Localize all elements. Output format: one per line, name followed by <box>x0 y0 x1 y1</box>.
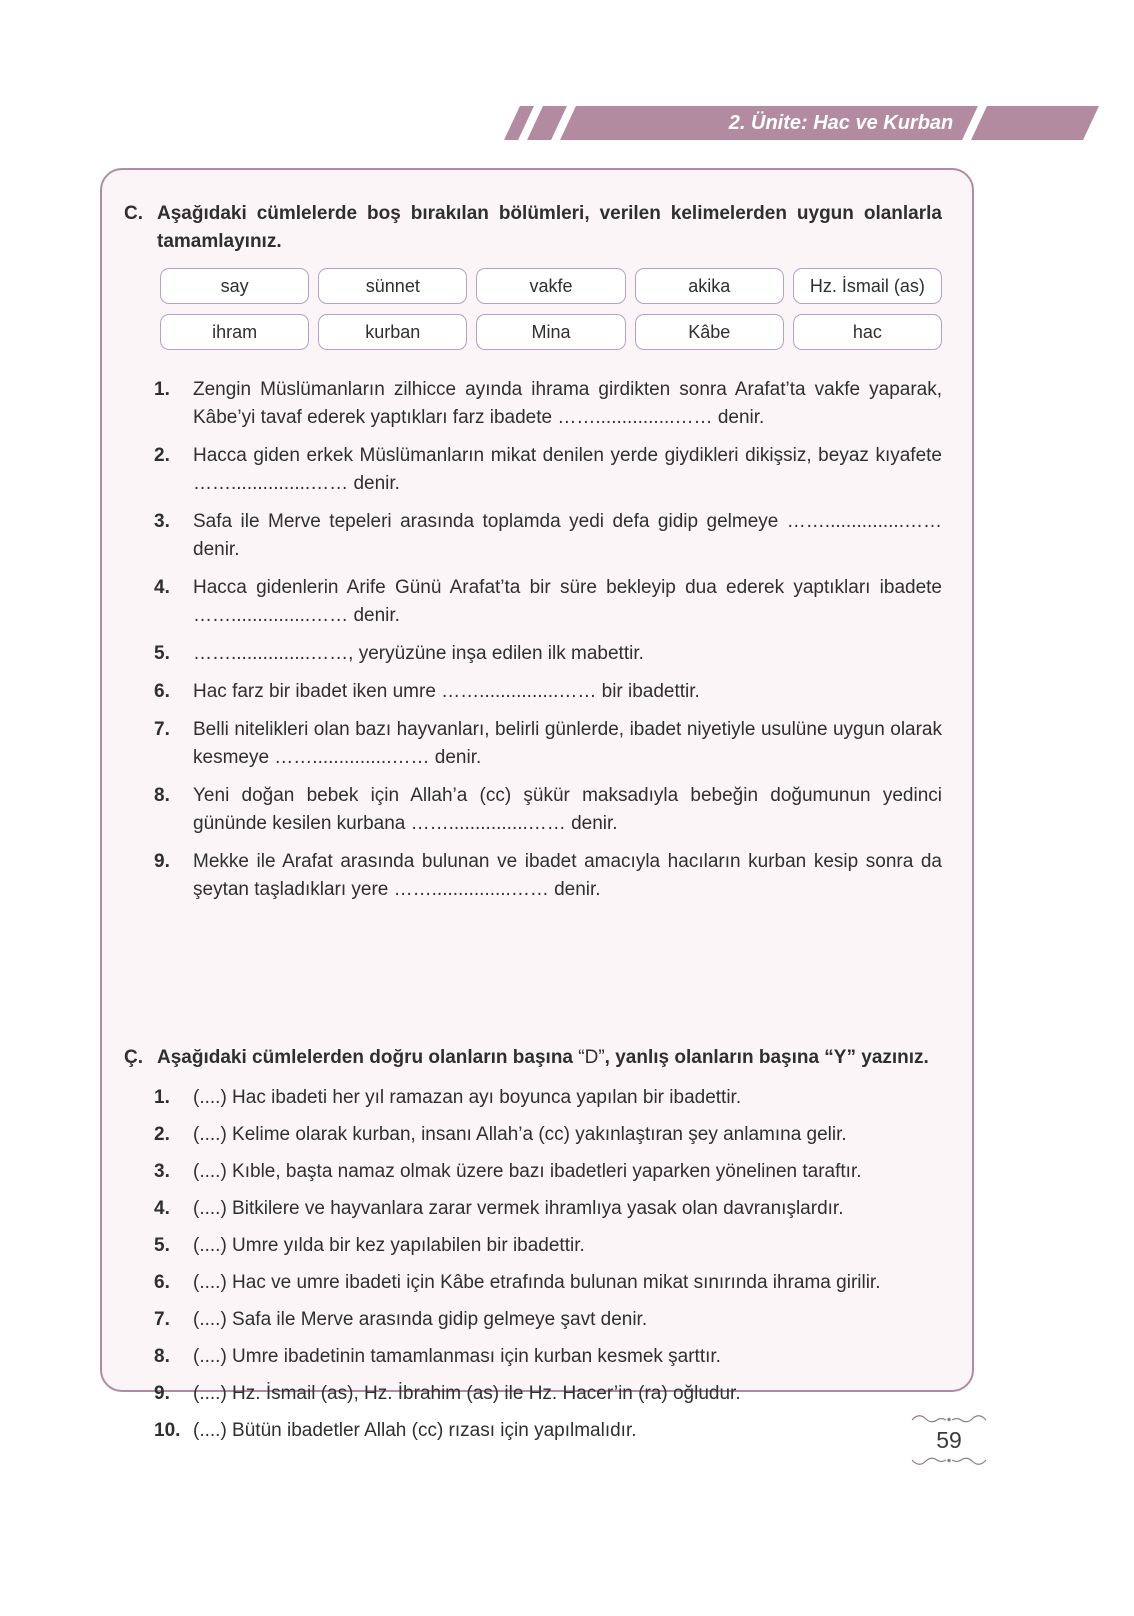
item-number: 8. <box>154 1346 170 1367</box>
item-text: (....) Hz. İsmail (as), Hz. İbrahim (as) ile Hz. Hacer’in (ra) oğludur. <box>193 1383 741 1404</box>
item-text: (....) Safa ile Merve arasında gidip gelmeye şavt denir. <box>193 1309 648 1330</box>
word-box: vakfe <box>476 268 625 304</box>
word-bank <box>160 268 942 350</box>
item-number: 8. <box>154 785 170 806</box>
item-number: 5. <box>154 643 170 664</box>
item-text: Safa ile Merve tepeleri arasında toplamda yedi defa gidip gelmeye ……...............…… denir. <box>193 511 942 560</box>
fill-blank-item <box>154 782 942 838</box>
page-number: 59 <box>936 1427 962 1453</box>
title-segment: Aşağıdaki cümlelerden doğru olanların başına <box>157 1047 579 1068</box>
true-false-item <box>154 1158 942 1186</box>
item-number: 2. <box>154 445 170 466</box>
item-number: 4. <box>154 1198 170 1219</box>
true-false-item <box>154 1084 942 1112</box>
true-false-item <box>154 1306 942 1334</box>
section-cedilla-title <box>157 1044 942 1072</box>
word-box: ihram <box>160 314 309 350</box>
item-number: 3. <box>154 511 170 532</box>
item-text: (....) Hac ibadeti her yıl ramazan ayı boyunca yapılan bir ibadettir. <box>193 1087 742 1108</box>
item-number: 7. <box>154 719 170 740</box>
section-c-heading <box>124 200 942 256</box>
item-text: Hacca giden erkek Müslümanların mikat denilen yerde giydikleri dikişsiz, beyaz kıyafete ……...............…… denir. <box>193 445 942 494</box>
item-text: Hac farz bir ibadet iken umre ……...............…… bir ibadettir. <box>193 681 700 702</box>
item-number: 5. <box>154 1235 170 1256</box>
item-text: Zengin Müslümanların zilhicce ayında ihrama girdikten sonra Arafat’ta vakfe yaparak, Kâbe’yi tavaf ederek yaptıkları farz ibadete ……...............…… denir. <box>193 379 942 428</box>
page-number-block <box>904 1412 994 1468</box>
item-text: (....) Hac ve umre ibadeti için Kâbe etrafında bulunan mikat sınırında ihrama girilir. <box>193 1272 881 1293</box>
item-number: 3. <box>154 1161 170 1182</box>
item-text: Yeni doğan bebek için Allah’a (cc) şükür maksadıyla bebeğin doğumunun yedinci gününde kesilen kurbana ……...............…… denir. <box>193 785 942 834</box>
fill-blank-item <box>154 508 942 564</box>
item-number: 7. <box>154 1309 170 1330</box>
item-number: 9. <box>154 851 170 872</box>
true-false-item <box>154 1417 942 1445</box>
item-text: (....) Umre yılda bir kez yapılabilen bir ibadettir. <box>193 1235 585 1256</box>
word-box: sünnet <box>318 268 467 304</box>
banner-stripe-icon <box>527 106 567 140</box>
true-false-item <box>154 1195 942 1223</box>
item-text: (....) Bütün ibadetler Allah (cc) rızası için yapılmalıdır. <box>193 1420 637 1441</box>
word-box: Hz. İsmail (as) <box>793 268 942 304</box>
true-false-item <box>154 1380 942 1408</box>
fill-blank-item <box>154 376 942 432</box>
item-number: 6. <box>154 681 170 702</box>
header-banner <box>512 106 1091 140</box>
true-false-item <box>154 1269 942 1297</box>
item-text: (....) Umre ibadetinin tamamlanması için kurban kesmek şarttır. <box>193 1346 721 1367</box>
true-false-item <box>154 1232 942 1260</box>
word-box: kurban <box>318 314 467 350</box>
item-text: ……...............……, yeryüzüne inşa edilen ilk mabettir. <box>193 643 644 664</box>
item-number: 1. <box>154 379 170 400</box>
banner-strip <box>560 106 978 140</box>
item-number: 10. <box>154 1420 181 1441</box>
fill-blank-list <box>154 376 942 904</box>
item-number: 9. <box>154 1383 170 1404</box>
word-bank-row <box>160 268 942 304</box>
unit-title: 2. Ünite: Hac ve Kurban <box>729 111 954 134</box>
fill-blank-item <box>154 442 942 498</box>
item-text: (....) Kıble, başta namaz olmak üzere bazı ibadetleri yaparken yönelinen taraftır. <box>193 1161 862 1182</box>
word-box: say <box>160 268 309 304</box>
flourish-icon <box>910 1454 988 1468</box>
fill-blank-item <box>154 640 942 668</box>
item-number: 2. <box>154 1124 170 1145</box>
fill-blank-item <box>154 678 942 706</box>
word-box: akika <box>635 268 784 304</box>
true-false-item <box>154 1121 942 1149</box>
word-bank-row <box>160 314 942 350</box>
item-text: Belli nitelikleri olan bazı hayvanları, belirli günlerde, ibadet niyetiyle usulüne uygun olarak kesmeye ……...............…… denir. <box>193 719 942 768</box>
item-text: (....) Kelime olarak kurban, insanı Allah’a (cc) yakınlaştıran şey anlamına gelir. <box>193 1124 847 1145</box>
true-false-list <box>154 1084 942 1445</box>
section-cedilla-label: Ç. <box>124 1047 143 1068</box>
fill-blank-item <box>154 848 942 904</box>
section-c-title: Aşağıdaki cümlelerde boş bırakılan bölümleri, verilen kelimelerden uygun olanlarla tamamlayınız. <box>157 203 942 252</box>
item-number: 4. <box>154 577 170 598</box>
item-number: 1. <box>154 1087 170 1108</box>
section-c-label: C. <box>124 203 143 224</box>
section-cedilla-heading <box>124 1044 942 1072</box>
title-segment: “D” <box>578 1047 605 1068</box>
word-box: Kâbe <box>635 314 784 350</box>
item-number: 6. <box>154 1272 170 1293</box>
word-box: Mina <box>476 314 625 350</box>
banner-stripe-icon <box>971 106 1099 140</box>
item-text: (....) Bitkilere ve hayvanlara zarar vermek ihramlıya yasak olan davranışlardır. <box>193 1198 844 1219</box>
fill-blank-item <box>154 574 942 630</box>
item-text: Hacca gidenlerin Arife Günü Arafat’ta bir süre bekleyip dua ederek yaptıkları ibadete ……...............…… denir. <box>193 577 942 626</box>
true-false-item <box>154 1343 942 1371</box>
item-text: Mekke ile Arafat arasında bulunan ve ibadet amacıyla hacıların kurban kesip sonra da şeytan taşladıkları yere ……...............…… denir. <box>193 851 942 900</box>
flourish-icon <box>910 1412 988 1426</box>
word-box: hac <box>793 314 942 350</box>
fill-blank-item <box>154 716 942 772</box>
title-segment: , yanlış olanların başına “Y” yazınız. <box>604 1047 929 1068</box>
